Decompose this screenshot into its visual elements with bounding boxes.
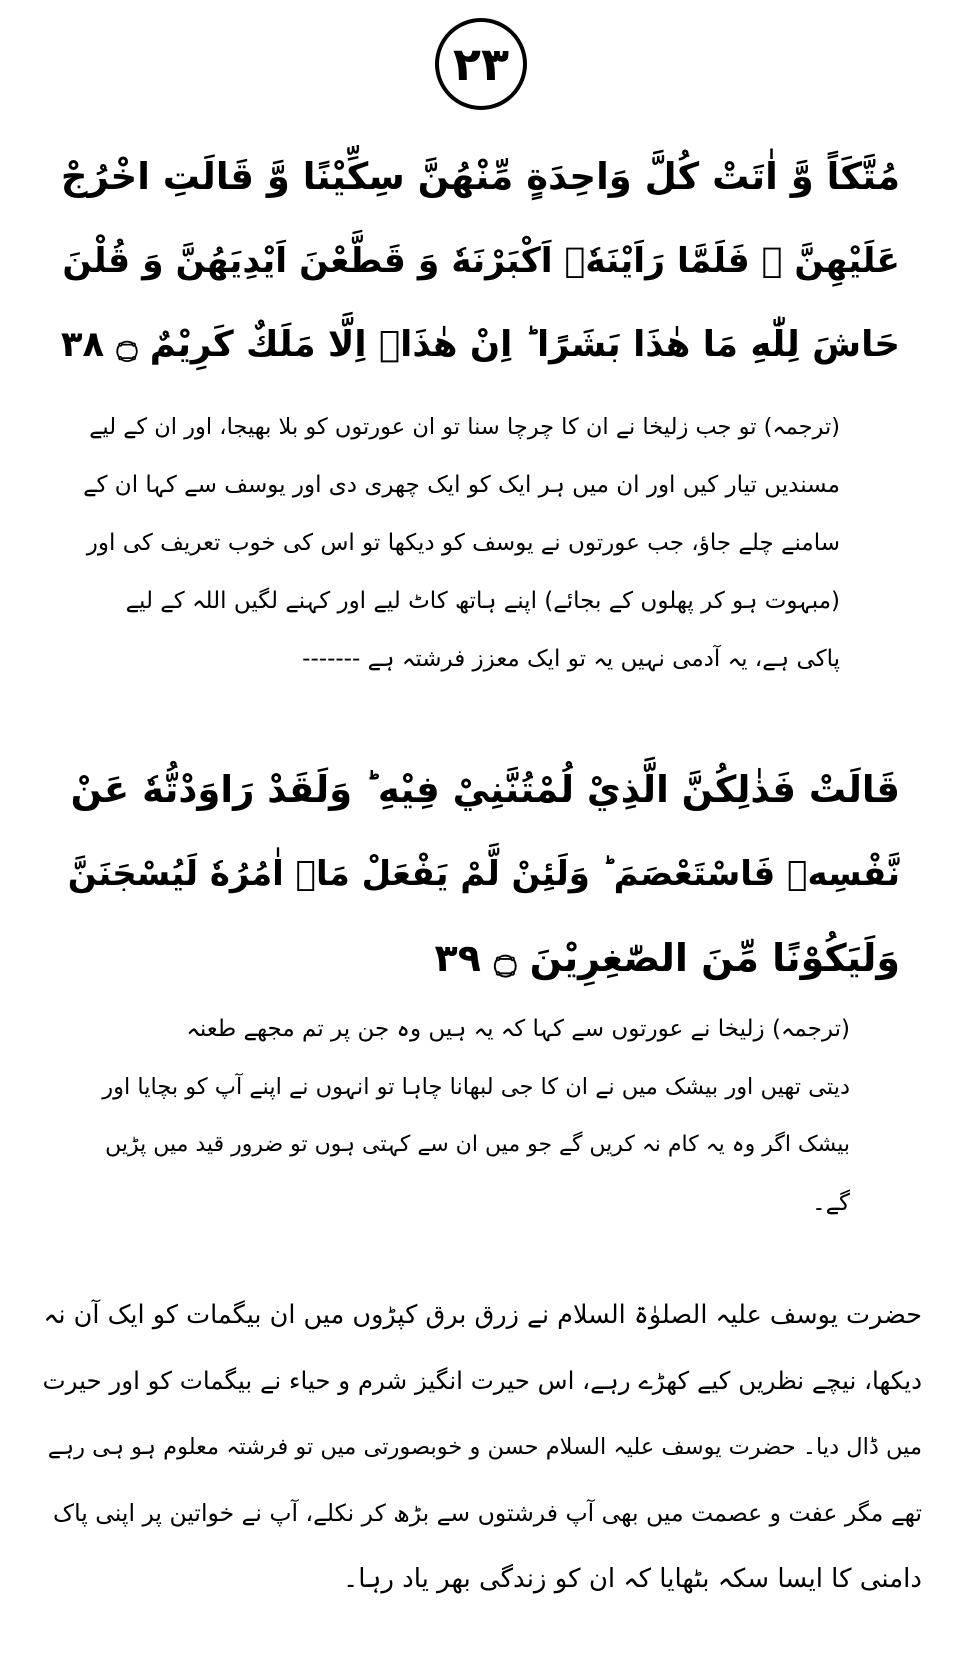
verse-line: مُتَّكَاً وَّ اٰتَتْ كُلَّ وَاحِدَةٍ مِّنْهُنَّ سِكِّيْنًا وَّ قَالَتِ اخْرُجْ: [60, 155, 900, 198]
quran-verse-38: [60, 135, 900, 387]
translation-line: (ترجمہ) تو جب زلیخا نے ان کا چرچا سنا تو ان عورتوں کو بلا بھیجا، اور ان کے لیے: [89, 414, 840, 440]
translation-38: [80, 398, 840, 688]
verse-line: عَلَيْهِنَّ ۚ فَلَمَّا رَاَيْنَهٗۤ اَكْبَرْنَهٗ وَ قَطَّعْنَ اَيْدِيَهُنَّ وَ قُلْنَ: [62, 241, 900, 281]
translation-39: [90, 1000, 850, 1232]
paragraph-line: میں ڈال دیا۔ حضرت یوسف علیہ السلام حسن و خوبصورتی میں تو فرشتہ معلوم ہو ہی رہے: [47, 1434, 922, 1460]
verse-line: وَلَيَكُوْنًا مِّنَ الصّٰغِرِيْنَ ۝ ۳۹: [434, 936, 900, 980]
commentary-paragraph: [42, 1282, 922, 1612]
verse-line: حَاشَ لِلّٰهِ مَا هٰذَا بَشَرًا ؕ اِنْ هٰذَاۤ اِلَّا مَلَكٌ كَرِيْمٌ ۝ ۳۸: [60, 324, 900, 365]
page-number: ۲۳: [435, 18, 527, 110]
translation-line: گے۔: [812, 1190, 850, 1216]
paragraph-line: تھے مگر عفت و عصمت میں بھی آپ فرشتوں سے بڑھ کر نکلے، آپ نے خواتین پر اپنی پاک: [53, 1499, 922, 1527]
paragraph-line: حضرت یوسف علیہ الصلوٰۃ السلام نے زرق برق کپڑوں میں ان بیگمات کو ایک آن نہ: [43, 1300, 922, 1330]
translation-line: مسندیں تیار کیں اور ان میں ہر ایک کو ایک چھری دی اور یوسف سے کہا ان کے: [83, 472, 840, 498]
translation-line: پاکی ہے، یہ آدمی نہیں یہ تو ایک معزز فرشتہ ہے -------: [302, 646, 840, 672]
translation-line: (ترجمہ) زلیخا نے عورتوں سے کہا کہ یہ ہیں وہ جن پر تم مجھے طعنہ: [186, 1016, 850, 1042]
translation-line: (مبہوت ہو کر پھلوں کے بجائے) اپنے ہاتھ کاٹ لیے اور کہنے لگیں اللہ کے لیے: [125, 588, 840, 614]
verse-line: قَالَتْ فَذٰلِكُنَّ الَّذِيْ لُمْتُنَّنِيْ فِيْهِ ؕ وَلَقَدْ رَاوَدْتُّهٗ عَنْ: [70, 768, 900, 811]
translation-line: دیتی تھیں اور بیشک میں نے ان کا جی لبھانا چاہا تو انہوں نے اپنے آپ کو بچایا اور: [102, 1074, 850, 1100]
paragraph-line: دیکھا، نیچے نظریں کیے کھڑے رہے، اس حیرت انگیز شرم و حیاء نے بیگمات کو اور حیرت: [42, 1366, 922, 1395]
translation-line: بیشک اگر وہ یہ کام نہ کریں گے جو میں ان سے کہتی ہوں تو ضرور قید میں پڑیں: [105, 1132, 850, 1157]
translation-line: سامنے چلے جاؤ، جب عورتوں نے یوسف کو دیکھا تو اس کی خوب تعریف کی اور: [86, 530, 840, 556]
verse-line: نَّفْسِهٖ فَاسْتَعْصَمَ ؕ وَلَئِنْ لَّمْ يَفْعَلْ مَاۤ اٰمُرُهٗ لَيُسْجَنَنَّ: [67, 854, 900, 894]
quran-verse-39: [60, 748, 900, 1000]
paragraph-line: دامنی کا ایسا سکہ بٹھایا کہ ان کو زندگی بھر یاد رہا۔: [342, 1564, 922, 1594]
